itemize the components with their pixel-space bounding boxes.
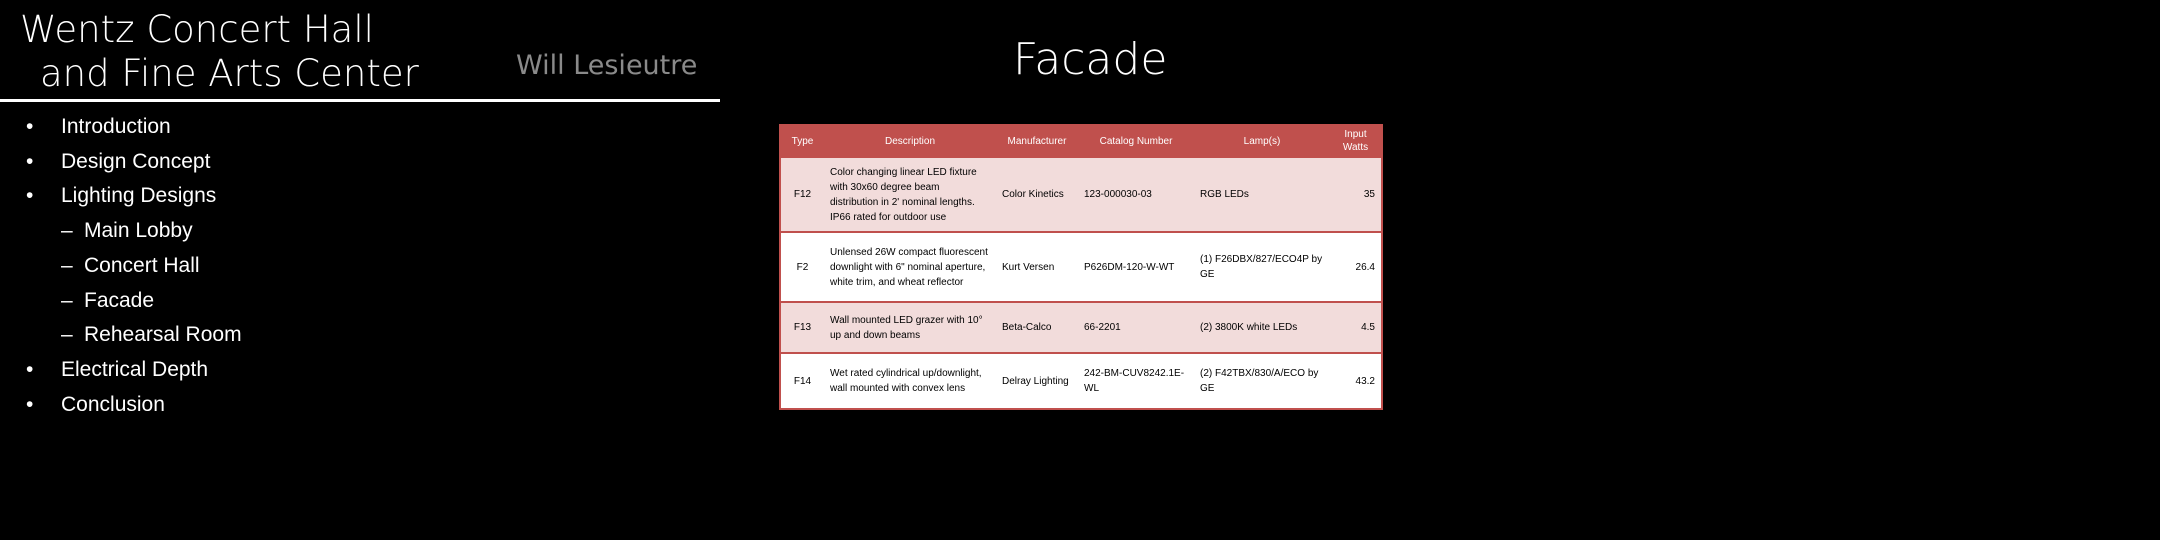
outline-item-label: Electrical Depth xyxy=(61,357,209,381)
cell-type: F12 xyxy=(780,157,824,232)
table-row xyxy=(780,302,1382,353)
bullet-marker: • xyxy=(26,184,34,208)
cell-manufacturer: Color Kinetics xyxy=(996,157,1078,232)
cell-description: Color changing linear LED fixture with 30x60 degree beam distribution in 2' nominal lengths. IP66 rated for outdoor use xyxy=(824,157,996,232)
cell-catalog-number: 123-000030-03 xyxy=(1078,157,1194,232)
cell-catalog-number: 66-2201 xyxy=(1078,302,1194,353)
outline-item xyxy=(22,110,242,145)
presentation-title xyxy=(20,8,540,96)
dash-marker: – xyxy=(61,288,73,312)
outline-item-label: Conclusion xyxy=(61,392,165,416)
column-header-lamps: Lamp(s) xyxy=(1194,125,1330,157)
dash-marker: – xyxy=(61,253,73,277)
cell-input-watts: 35 xyxy=(1330,157,1382,232)
outline-subitem-label: Rehearsal Room xyxy=(84,323,242,347)
outline-subitem xyxy=(22,214,242,249)
bullet-marker: • xyxy=(26,115,34,138)
cell-lamps: RGB LEDs xyxy=(1194,157,1330,232)
table-header-row xyxy=(780,125,1382,157)
outline-subitem xyxy=(22,284,242,319)
outline-item xyxy=(22,145,242,180)
cell-lamps: (1) F26DBX/827/ECO4P by GE xyxy=(1194,232,1330,302)
column-header-input-watts: Input Watts xyxy=(1330,125,1382,157)
title-divider xyxy=(0,99,720,102)
column-header-description: Description xyxy=(824,125,996,157)
table-row xyxy=(780,353,1382,409)
outline-subitem-label: Main Lobby xyxy=(84,219,193,243)
cell-lamps: (2) 3800K white LEDs xyxy=(1194,302,1330,353)
cell-type: F14 xyxy=(780,353,824,409)
cell-input-watts: 26.4 xyxy=(1330,232,1382,302)
outline-item-label: Introduction xyxy=(61,115,171,138)
cell-catalog-number: 242-BM-CUV8242.1E-WL xyxy=(1078,353,1194,409)
cell-input-watts: 4.5 xyxy=(1330,302,1382,353)
cell-type: F13 xyxy=(780,302,824,353)
cell-manufacturer: Kurt Versen xyxy=(996,232,1078,302)
dash-marker: – xyxy=(61,219,73,243)
cell-catalog-number: P626DM-120-W-WT xyxy=(1078,232,1194,302)
outline-item-label: Design Concept xyxy=(61,149,211,173)
outline-item xyxy=(22,353,242,388)
slide-title: Facade xyxy=(1013,34,1168,85)
cell-description: Wall mounted LED grazer with 10° up and down beams xyxy=(824,302,996,353)
dash-marker: – xyxy=(61,323,73,347)
cell-input-watts: 43.2 xyxy=(1330,353,1382,409)
outline-subitem xyxy=(22,249,242,284)
outline-subitem-label: Facade xyxy=(84,288,155,312)
outline-item xyxy=(22,179,242,214)
luminaire-schedule-table xyxy=(779,124,1383,410)
presenter-name: Will Lesieutre xyxy=(516,50,698,81)
cell-type: F2 xyxy=(780,232,824,302)
outline-list xyxy=(22,110,242,422)
bullet-marker: • xyxy=(26,149,34,173)
cell-description: Unlensed 26W compact fluorescent downlight with 6" nominal aperture, white trim, and wheat reflector xyxy=(824,232,996,302)
column-header-catalog-number: Catalog Number xyxy=(1078,125,1194,157)
outline-subitem-label: Concert Hall xyxy=(84,253,200,277)
bullet-marker: • xyxy=(26,392,34,416)
cell-manufacturer: Beta-Calco xyxy=(996,302,1078,353)
outline-item xyxy=(22,388,242,423)
outline-item-label: Lighting Designs xyxy=(61,184,217,208)
outline-subitem xyxy=(22,318,242,353)
title-line-1: Wentz Concert Hall xyxy=(20,8,374,51)
bullet-marker: • xyxy=(26,357,34,381)
cell-manufacturer: Delray Lighting xyxy=(996,353,1078,409)
title-line-2: and Fine Arts Center xyxy=(40,52,419,95)
column-header-manufacturer: Manufacturer xyxy=(996,125,1078,157)
cell-lamps: (2) F42TBX/830/A/ECO by GE xyxy=(1194,353,1330,409)
table-row xyxy=(780,157,1382,232)
cell-description: Wet rated cylindrical up/downlight, wall mounted with convex lens xyxy=(824,353,996,409)
column-header-type: Type xyxy=(780,125,824,157)
table-row xyxy=(780,232,1382,302)
